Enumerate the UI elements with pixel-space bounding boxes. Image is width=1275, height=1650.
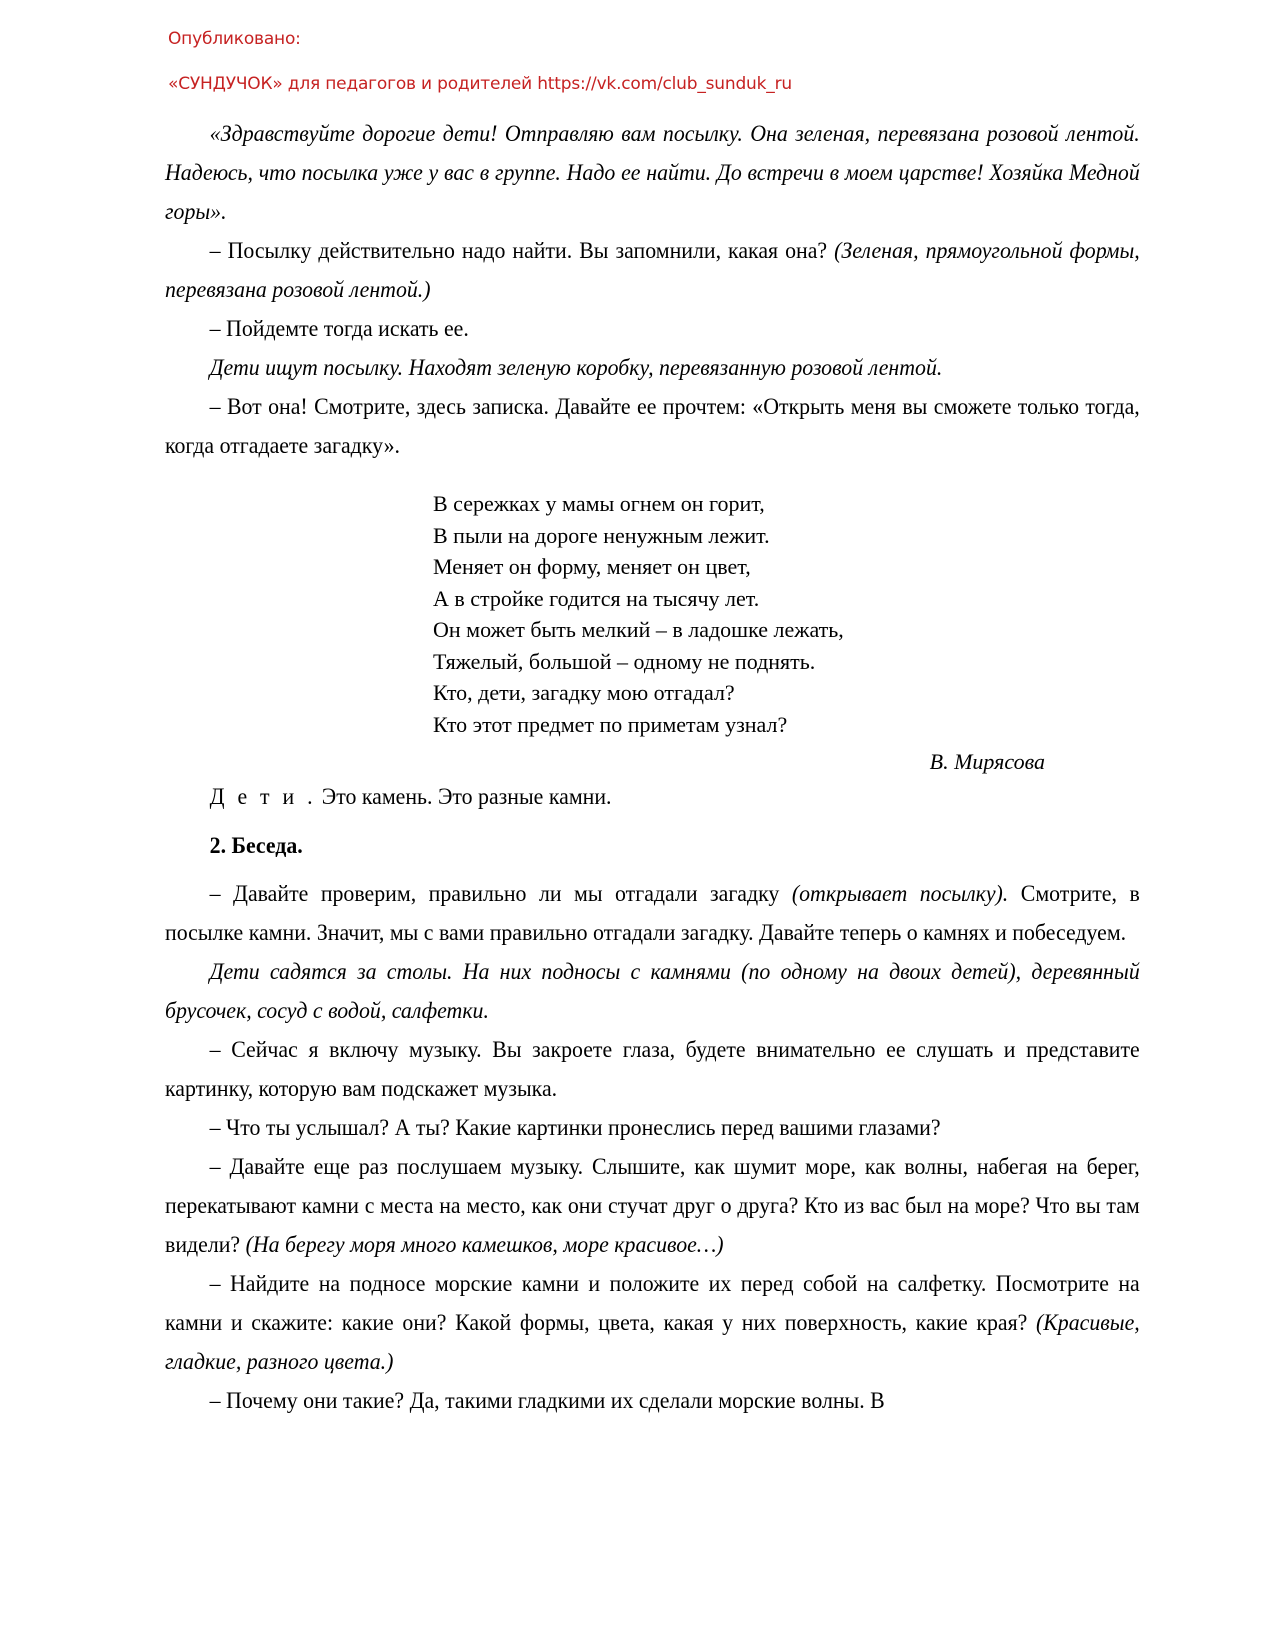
paragraph-what-heard: – Что ты услышал? А ты? Какие картинки пронеслись перед вашими глазами? <box>209 1114 941 1141</box>
riddle-block <box>165 488 1140 778</box>
riddle-line: А в стройке годится на тысячу лет. <box>433 585 760 611</box>
children-answer-text: Это камень. Это разные камни. <box>316 783 612 810</box>
paragraph-listen-again <box>165 1148 1140 1265</box>
riddle-line: В сережках у мамы огнем он горит, <box>433 491 765 516</box>
section-heading-beseda: 2. Беседа. <box>209 832 303 859</box>
paragraph-find-sea-stones-plain: – Найдите на подносе морские камни и положите их перед собой на салфетку. Посмотрите на камни и скажите: какие они? Какой формы, цвета, какая у них поверхность, какие края? <box>165 1270 1140 1336</box>
published-header <box>168 28 1128 96</box>
paragraph-listen-again-plain: – Давайте еще раз послушаем музыку. Слышите, как шумит море, как волны, набегая на берег, перекатывают камни с места на место, как они стучат друг о друга? Кто из вас был на море? Что вы там видели? <box>165 1153 1140 1258</box>
riddle-line: Он может быть мелкий – в ладошке лежать, <box>433 617 844 642</box>
paragraph-check-riddle-part1: – Давайте проверим, правильно ли мы отгадали загадку <box>209 880 792 907</box>
paragraph-find-parcel <box>165 232 1140 310</box>
paragraph-children-search: Дети ищут посылку. Находят зеленую коробку, перевязанную розовой лентой. <box>209 355 943 381</box>
children-speaker-label: Д е т и . <box>209 783 317 810</box>
paragraph-listen-again-italic: (На берегу моря много камешков, море красивое…) <box>245 1231 724 1258</box>
paragraph-note-found: – Вот она! Смотрите, здесь записка. Давайте ее прочтем: «Открыть меня вы сможете только тогда, когда отгадаете загадку». <box>165 394 1140 459</box>
riddle-line: Тяжелый, большой – одному не поднять. <box>433 648 816 674</box>
paragraph-letter: «Здравствуйте дорогие дети! Отправляю вам посылку. Она зеленая, перевязана розовой лентой. Надеюсь, что посылка уже у вас в группе. Надо ее найти. До встречи в моем царстве! Хозяйка Медной горы». <box>165 121 1140 225</box>
paragraph-music-on: – Сейчас я включу музыку. Вы закроете глаза, будете внимательно ее слушать и представите картинку, которую вам подскажет музыка. <box>165 1036 1140 1102</box>
published-label: Опубликовано: <box>168 29 301 49</box>
riddle-line: В пыли на дороге ненужным лежит. <box>433 522 770 548</box>
paragraph-find-sea-stones-italic: (Красивые, гладкие, разного цвета.) <box>165 1309 1140 1375</box>
paragraph-find-parcel-plain: – Посылку действительно надо найти. Вы запомнили, какая она? <box>209 238 835 264</box>
paragraph-check-riddle-italic: (открывает посылку). <box>791 880 1009 907</box>
paragraph-check-riddle <box>165 875 1140 953</box>
riddle-line: Меняет он форму, меняет он цвет, <box>433 554 751 579</box>
document-body <box>165 115 1140 1421</box>
paragraph-find-parcel-italic: (Зеленая, прямоугольной формы, перевязана розовой лентой.) <box>165 238 1140 303</box>
paragraph-why-smooth: – Почему они такие? Да, такими гладкими их сделали морские волны. В <box>209 1387 885 1414</box>
riddle-author: В. Мирясова <box>929 749 1045 774</box>
riddle-line: Кто этот предмет по приметам узнал? <box>433 711 788 737</box>
published-source: «СУНДУЧОК» для педагогов и родителей https://vk.com/club_sunduk_ru <box>168 73 792 94</box>
paragraph-check-riddle-part3: Смотрите, в посылке камни. Значит, мы с вами правильно отгадали загадку. Давайте теперь о камнях и побеседуем. <box>165 880 1140 946</box>
paragraph-find-sea-stones <box>165 1265 1140 1382</box>
paragraph-children-answer <box>165 778 1140 817</box>
paragraph-children-sit: Дети садятся за столы. На них подносы с камнями (по одному на двоих детей), деревянный брусочек, сосуд с водой, салфетки. <box>165 958 1140 1024</box>
riddle-line: Кто, дети, загадку мою отгадал? <box>433 680 735 705</box>
paragraph-lets-go: – Пойдемте тогда искать ее. <box>209 316 469 342</box>
